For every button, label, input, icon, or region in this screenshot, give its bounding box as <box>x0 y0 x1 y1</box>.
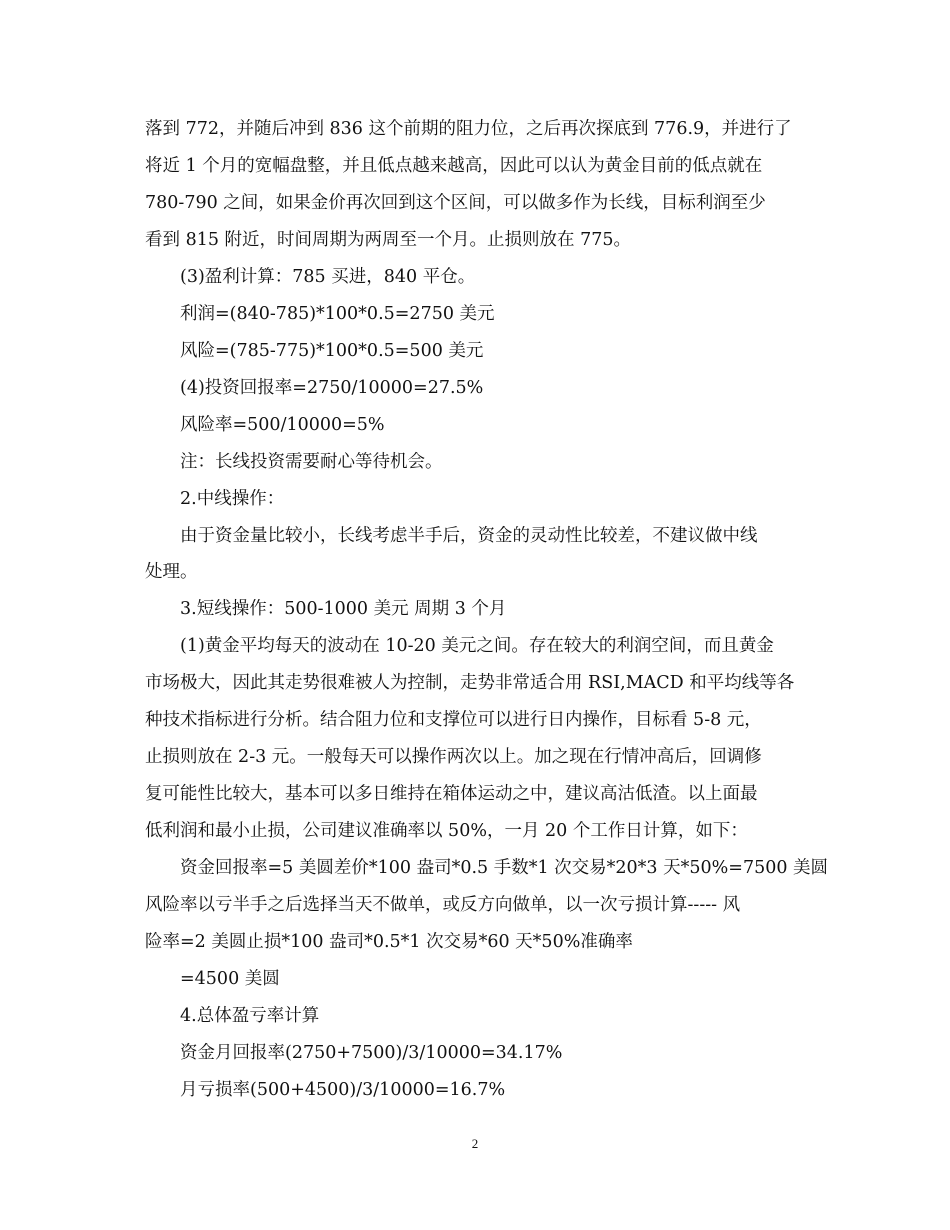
text-line: 种技术指标进行分析。结合阻力位和支撑位可以进行日内操作，目标看 5-8 元， <box>145 710 762 730</box>
text-line: 复可能性比较大，基本可以多日维持在箱体运动之中，建议高沽低渣。以上面最 <box>145 784 758 804</box>
text-line: (4)投资回报率=2750/10000=27.5% <box>180 378 484 398</box>
text-line: 风险=(785-775)*100*0.5=500 美元 <box>180 341 484 361</box>
page-number: 2 <box>471 1136 479 1151</box>
text-line: (3)盈利计算：785 买进，840 平仓。 <box>180 267 476 287</box>
text-line: 由于资金量比较小，长线考虑半手后，资金的灵动性比较差，不建议做中线 <box>180 526 758 546</box>
section-heading: 2.中线操作： <box>180 489 285 509</box>
text-line: 注：长线投资需要耐心等待机会。 <box>180 452 443 472</box>
text-line: 资金回报率=5 美圆差价*100 盎司*0.5 手数*1 次交易*20*3 天*50%=7500 美圆 <box>180 858 829 878</box>
text-line: 险率=2 美圆止损*100 盎司*0.5*1 次交易*60 天*50%准确率 <box>145 932 633 952</box>
text-line: 资金月回报率(2750+7500)/3/10000=34.17% <box>180 1043 563 1063</box>
text-line: 处理。 <box>145 562 198 582</box>
text-line: 利润=(840-785)*100*0.5=2750 美元 <box>180 304 495 324</box>
text-line: 落到 772，并随后冲到 836 这个前期的阻力位，之后再次探底到 776.9，并进行了 <box>145 119 792 139</box>
text-line: 低利润和最小止损，公司建议准确率以 50%，一月 20 个工作日计算，如下： <box>145 821 748 841</box>
text-line: 止损则放在 2-3 元。一般每天可以操作两次以上。加之现在行情冲高后，回调修 <box>145 747 762 767</box>
text-line: 市场极大，因此其走势很难被人为控制，走势非常适合用 RSI,MACD 和平均线等各 <box>145 673 795 693</box>
text-line: (1)黄金平均每天的波动在 10-20 美元之间。存在较大的利润空间，而且黄金 <box>180 636 774 656</box>
text-line: 看到 815 附近，时间周期为两周至一个月。止损则放在 775。 <box>145 230 631 250</box>
text-line: 将近 1 个月的宽幅盘整，并且低点越来越高，因此可以认为黄金目前的低点就在 <box>145 156 763 176</box>
section-heading: 3.短线操作：500-1000 美元 周期 3 个月 <box>180 599 507 619</box>
section-heading: 4.总体盈亏率计算 <box>180 1006 320 1026</box>
text-line: 780-790 之间，如果金价再次回到这个区间，可以做多作为长线，目标利润至少 <box>145 193 766 213</box>
text-line: =4500 美圆 <box>180 969 280 989</box>
text-line: 风险率以亏半手之后选择当天不做单，或反方向做单，以一次亏损计算----- 风 <box>145 895 741 915</box>
text-line: 风险率=500/10000=5% <box>180 415 385 435</box>
text-line: 月亏损率(500+4500)/3/10000=16.7% <box>180 1080 506 1100</box>
